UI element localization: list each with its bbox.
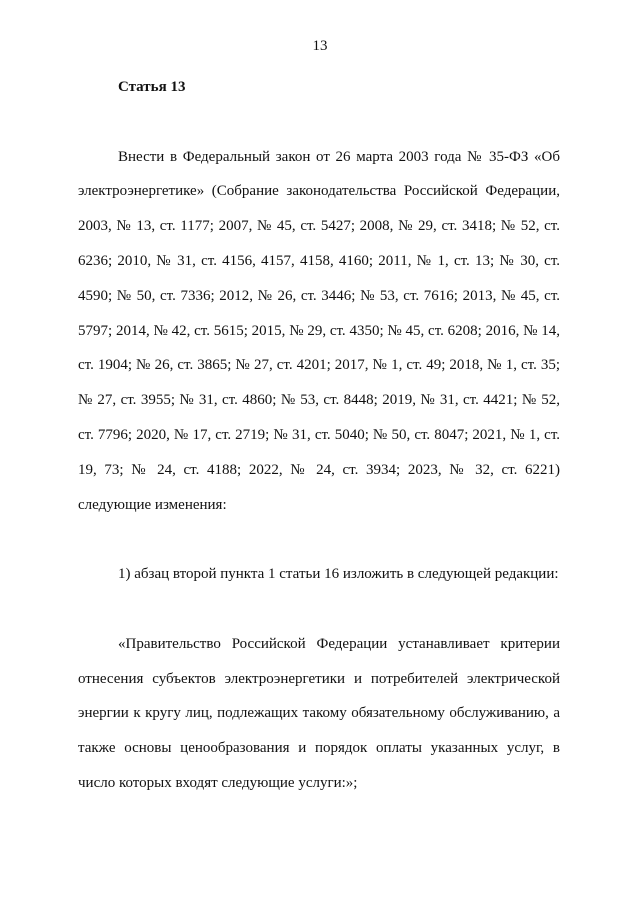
article-title: Статья 13 <box>118 79 186 95</box>
article-paragraph-intro: Внести в Федеральный закон от 26 марта 2003 года № 35-ФЗ «Об электроэнергетике» (Собрание законодательства Российской Федерации, 2003, № 13, ст. 1177; 2007, № 45, ст. 5427; 2008, № 29, ст. 3418; № 52, ст. 6236; 2010, № 31, ст. 4156, 4157, 4158, 4160; 2011, № 1, ст. 13; № 30, ст. 4590; № 50, ст. 7336; 2012, № 26, ст. 3446; № 53, ст. 7616; 2013, № 45, ст. 5797; 2014, № 42, ст. 5615; 2015, № 29, ст. 4350; № 45, ст. 6208; 2016, № 14, ст. 1904; № 26, ст. 3865; № 27, ст. 4201; 2017, № 1, ст. 49; 2018, № 1, ст. 35; № 27, ст. 3955; № 31, ст. 4860; № 53, ст. 8448; 2019, № 31, ст. 4421; № 52, ст. 7796; 2020, № 17, ст. 2719; № 31, ст. 5040; № 50, ст. 8047; 2021, № 1, ст. 19, 73; № 24, ст. 4188; 2022, № 24, ст. 3934; 2023, № 32, ст. 6221) следующие изменения: <box>78 148 560 513</box>
document-body <box>78 70 560 801</box>
article-paragraph-item-1: 1) абзац второй пункта 1 статьи 16 изложить в следующей редакции: <box>118 566 559 583</box>
article-paragraph-quote: «Правительство Российской Федерации устанавливает критерии отнесения субъектов электроэнергетики и потребителей электрической энергии к кругу лиц, подлежащих такому обязательному обслуживанию, а также основы ценообразования и порядок оплаты указанных услуг, в число которых входят следующие услуги:»; <box>78 635 560 791</box>
page-number: 13 <box>312 38 328 54</box>
